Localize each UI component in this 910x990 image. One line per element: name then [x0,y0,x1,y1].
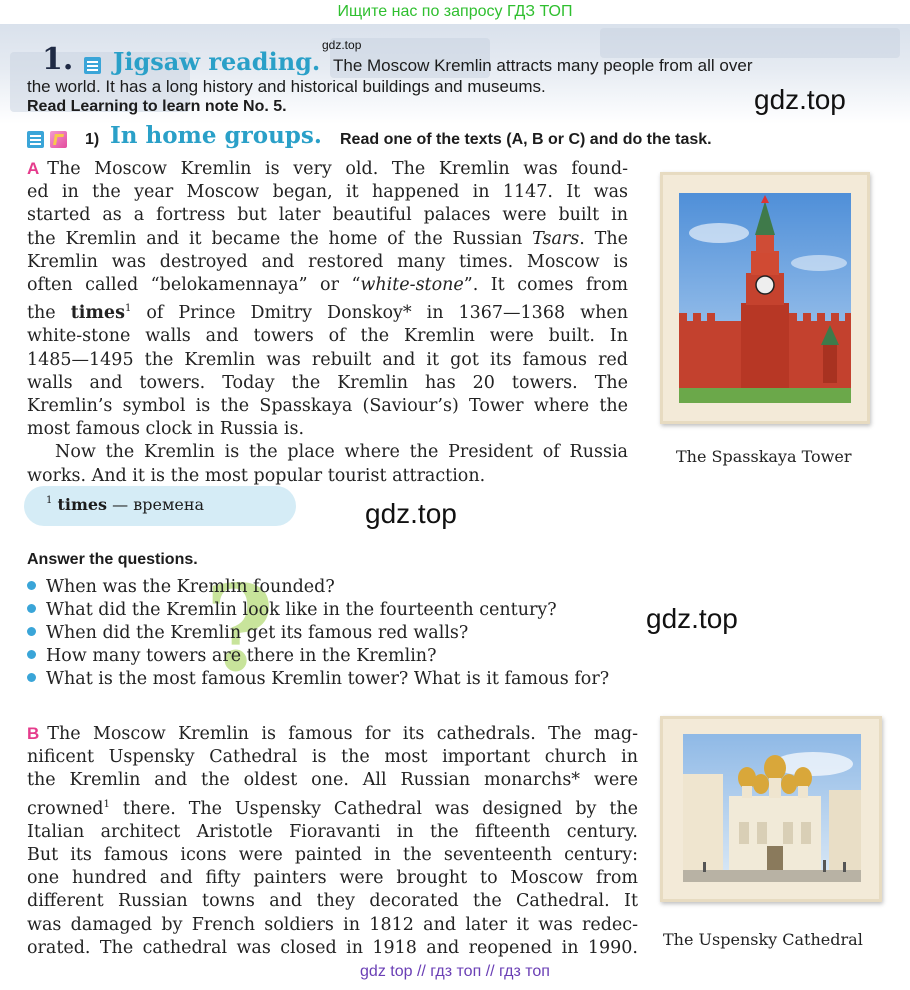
text-letter: B [27,724,40,743]
bullet-icon [27,673,36,682]
text-line: But its famous icons were painted in the seventeenth century: [27,845,638,866]
text-line: most famous clock in Russia is. [27,419,305,440]
footnote-word: times [57,495,108,514]
footnote-translation: — времена [112,495,205,514]
questions-heading: Answer the questions. [27,551,198,568]
text-line: white-stone walls and towers of the Kremlin were built. In [27,326,628,347]
bullet-icon [27,627,36,636]
photo-frame [660,716,882,902]
bullet-icon [27,650,36,659]
text-line: Italian architect Aristotle Fioravanti in the fifteenth century. [27,821,638,842]
exercise-title: Jigsaw reading. [113,47,321,76]
italic-word: white-stone [360,275,464,296]
text-b [27,722,638,960]
book-icon [27,131,44,148]
text-line: started as a fortress but later beautiful palaces were built in [27,205,628,226]
text-line: the Kremlin and it became the home of the Russian [27,228,523,249]
subtask-title: In home groups. [110,122,322,149]
text-line: Now the Kremlin is the place where the President of Russia [55,442,628,463]
text-line: of Prince Dmitry Donskoy* in 1367—1368 when [146,303,628,324]
text-line: ”. It comes from [463,275,628,296]
text-line: Kremlin was destroyed and restored many times. Moscow is [27,251,628,272]
text-line: 1485—1495 the Kremlin was rebuilt and it got its famous red [27,349,628,370]
text-line: one hundred and fifty painters were brought to Moscow from [27,868,638,889]
uspensky-cathedral-photo [683,734,861,882]
text-line: often called “belokamennaya” or “ [27,275,361,296]
text-line: the Kremlin and the oldest one. All Russian monarchs* were [27,770,638,791]
photo-caption: The Uspensky Cathedral [663,930,863,949]
italic-word: Tsars [532,228,580,249]
bullet-icon [27,604,36,613]
text-line: . The [579,228,628,249]
text-line: was damaged by French soldiers in 1812 and later it was redec- [27,914,638,935]
text-line: there. The Uspensky Cathedral was designed by the [122,798,638,819]
text-line: The Moscow Kremlin is famous for its cathedrals. The mag- [47,724,638,744]
text-line: crowned [27,798,104,819]
text-line: walls and towers. Today the Kremlin has 20 towers. The [27,372,628,393]
text-line: Kremlin’s symbol is the Spasskaya (Saviour’s) Tower where the [27,396,628,417]
bullet-icon [27,581,36,590]
question-item: When was the Kremlin founded? [27,577,335,597]
subtask-number: 1) [85,131,100,148]
watermark: gdz.top [646,603,738,634]
text-letter: A [27,159,40,178]
bottom-banner[interactable]: gdz top // гдз топ // гдз топ [360,963,550,980]
question-item: What did the Kremlin look like in the fourteenth century? [27,600,557,620]
glossary-word: times [70,303,125,324]
footnote [46,495,204,514]
exercise-intro: the world. It has a long history and historical buildings and museums. [27,77,546,96]
text-line: orated. The cathedral was closed in 1918 and reopened in 1990. [27,937,638,958]
header-shape [600,28,900,58]
pencil-icon [50,131,67,148]
watermark: gdz.top [322,38,362,52]
book-icon [84,57,101,74]
footnote-ref: 1 [103,798,110,810]
photo-caption: The Spasskaya Tower [676,447,852,466]
watermark: gdz.top [365,498,457,529]
question-item: When did the Kremlin get its famous red walls? [27,623,468,643]
question-item: How many towers are there in the Kremlin? [27,646,436,666]
text-line: The Moscow Kremlin is very old. The Kremlin was found- [47,159,628,179]
footnote-ref: 1 [124,303,132,315]
footnote-number: 1 [46,495,53,506]
photo-frame [660,172,870,424]
text-line: works. And it is the most popular tourist attraction. [27,465,486,486]
text-line: different Russian towns and they decorated the Cathedral. It [27,891,638,912]
top-banner[interactable]: Ищите нас по запросу ГДЗ ТОП [337,3,573,20]
question-item: What is the most famous Kremlin tower? What is it famous for? [27,669,609,689]
learning-note: Read Learning to learn note No. 5. [27,98,287,115]
question-mark-graphic: ? [205,559,275,698]
watermark: gdz.top [754,84,846,115]
exercise-intro: The Moscow Kremlin attracts many people from all over [333,56,753,75]
text-line: nificent Uspensky Cathedral is the most important church in [27,747,638,768]
spasskaya-tower-photo [679,193,851,403]
text-line: the [27,303,56,324]
text-a [27,157,628,488]
text-line: ed in the year Moscow began, it happened in 1147. It was [27,182,628,203]
exercise-number: 1. [42,42,74,77]
subtask-instruction: Read one of the texts (A, B or C) and do the task. [340,131,712,148]
